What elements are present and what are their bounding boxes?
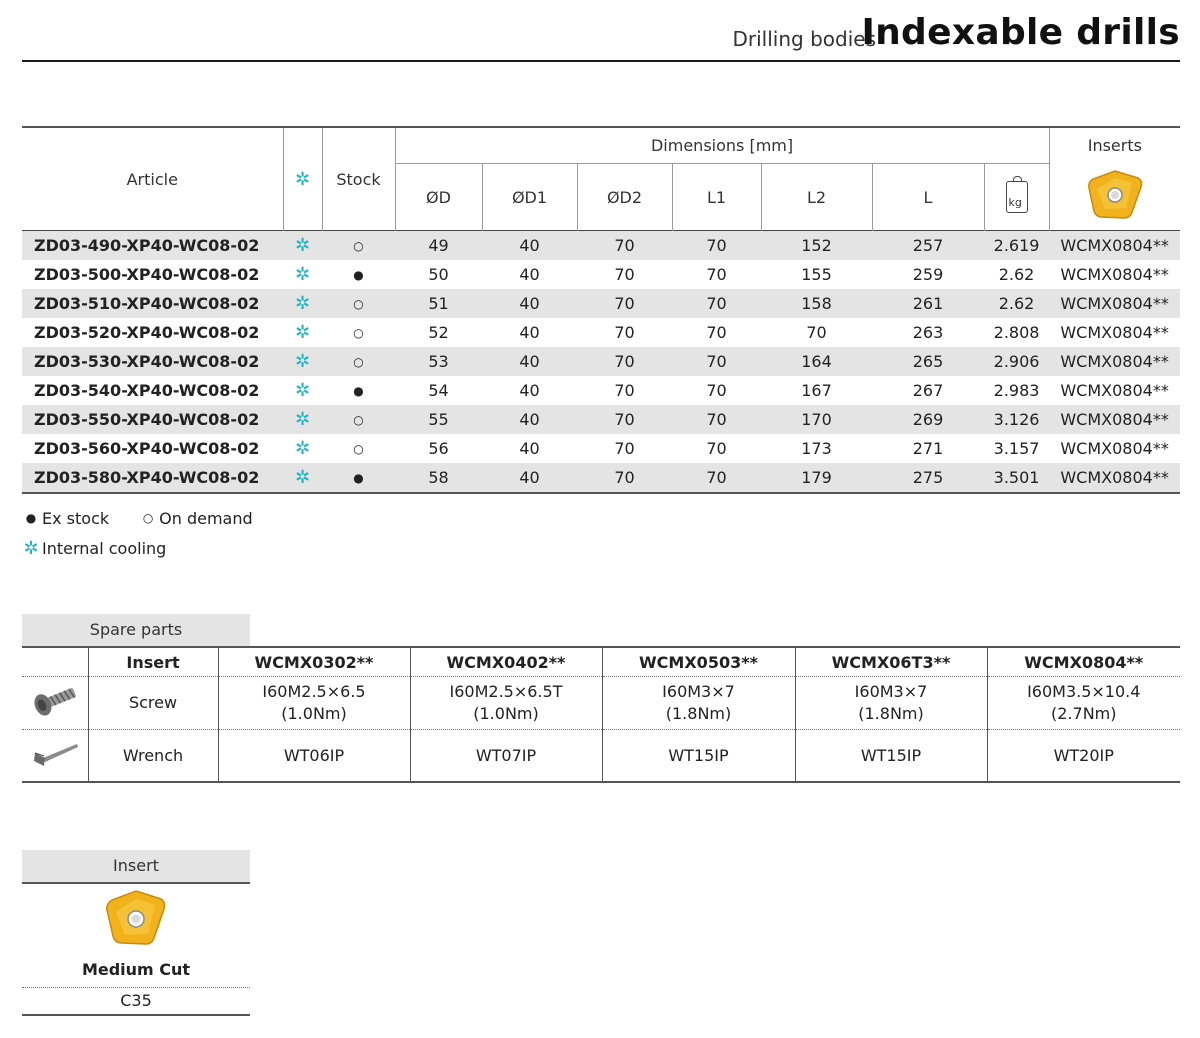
d-cell: 53 <box>395 347 482 376</box>
legend <box>22 503 253 563</box>
insert-cell: WCMX0804** <box>1049 463 1180 493</box>
kg-cell: 2.62 <box>984 289 1049 318</box>
cooling-cell <box>283 231 322 261</box>
insert-cell: WCMX0804** <box>1049 347 1180 376</box>
d2-cell: 70 <box>614 381 635 400</box>
spare-insert-4: WCMX0804** <box>987 647 1180 677</box>
page-subtitle: Drilling bodies <box>732 27 876 51</box>
article-cell: ZD03-560-XP40-WC08-02 <box>34 439 260 458</box>
header-cooling <box>283 127 322 231</box>
kg-cell: 3.157 <box>993 439 1040 458</box>
internal-cooling-icon: ✲ <box>294 351 311 372</box>
drill-bodies-table <box>22 126 1180 494</box>
l-cell: 265 <box>872 347 984 376</box>
ex-stock-icon: ● <box>25 511 37 525</box>
article-cell: ZD03-500-XP40-WC08-02 <box>34 265 260 284</box>
l2-cell: 179 <box>761 463 872 493</box>
wrench-4: WT20IP <box>987 730 1180 783</box>
l1-cell: 70 <box>706 439 727 458</box>
table-row <box>22 318 1180 347</box>
d1-cell: 40 <box>482 463 577 493</box>
table-row <box>22 376 1180 405</box>
d1-cell: 40 <box>482 289 577 318</box>
d1-cell: 40 <box>519 381 540 400</box>
header-d: ØD <box>395 164 482 231</box>
table-row <box>22 289 1180 318</box>
insert-icon <box>1086 168 1144 222</box>
insert-tab: Insert <box>22 850 250 884</box>
header-d1: ØD1 <box>482 164 577 231</box>
screw-spec-3: I60M3×7 (1.8Nm) <box>795 677 987 730</box>
cooling-cell <box>283 463 322 493</box>
internal-cooling-icon: ✲ <box>294 467 311 488</box>
l2-cell: 170 <box>761 405 872 434</box>
header-l1: L1 <box>672 164 761 231</box>
d2-cell: 70 <box>614 323 635 342</box>
legend-internal-cooling: Internal cooling <box>42 538 167 558</box>
l2-cell: 164 <box>761 347 872 376</box>
internal-cooling-icon: ✲ <box>294 409 311 430</box>
l2-cell: 152 <box>761 231 872 261</box>
stock-cell: ● <box>322 463 395 493</box>
spare-parts-table <box>22 646 1180 783</box>
d1-cell: 40 <box>482 347 577 376</box>
l1-cell: 70 <box>706 265 727 284</box>
table-row <box>22 347 1180 376</box>
screw-spec-2: I60M3×7 (1.8Nm) <box>602 677 795 730</box>
d2-cell: 70 <box>614 439 635 458</box>
kg-cell: 2.808 <box>993 323 1040 342</box>
internal-cooling-icon: ✲ <box>294 293 311 314</box>
spare-screw-label: Screw <box>88 677 218 730</box>
d1-cell: 40 <box>519 323 540 342</box>
d2-cell: 70 <box>577 347 672 376</box>
kg-cell: 2.62 <box>998 265 1035 284</box>
on-demand-icon: ○ <box>142 511 154 525</box>
table-row <box>22 434 1180 463</box>
header-d2: ØD2 <box>577 164 672 231</box>
internal-cooling-icon: ✲ <box>294 380 311 401</box>
l-cell: 275 <box>872 463 984 493</box>
l1-cell: 70 <box>706 381 727 400</box>
cooling-cell <box>283 434 322 463</box>
insert-cell: WCMX0804** <box>1060 265 1169 284</box>
stock-cell: ○ <box>322 405 395 434</box>
l-cell: 267 <box>912 381 944 400</box>
weight-icon: kg <box>1006 181 1028 213</box>
d1-cell: 40 <box>482 231 577 261</box>
cooling-cell <box>283 405 322 434</box>
article-cell: ZD03-510-XP40-WC08-02 <box>22 289 283 318</box>
l2-cell: 70 <box>806 323 827 342</box>
article-cell: ZD03-490-XP40-WC08-02 <box>22 231 283 261</box>
insert-cell: WCMX0804** <box>1049 405 1180 434</box>
insert-cell: WCMX0804** <box>1060 323 1169 342</box>
insert-name: Medium Cut <box>81 960 191 979</box>
cooling-cell <box>283 289 322 318</box>
l1-cell: 70 <box>672 289 761 318</box>
internal-cooling-icon: ✲ <box>294 438 311 459</box>
l-cell: 263 <box>912 323 944 342</box>
table-row <box>22 260 1180 289</box>
spare-insert-3: WCMX06T3** <box>795 647 987 677</box>
internal-cooling-icon: ✲ <box>294 264 311 285</box>
table-row <box>22 463 1180 493</box>
d1-cell: 40 <box>482 405 577 434</box>
internal-cooling-icon: ✲ <box>23 537 39 559</box>
cooling-cell <box>283 260 322 289</box>
wrench-2: WT15IP <box>602 730 795 783</box>
header-l2: L2 <box>761 164 872 231</box>
l1-cell: 70 <box>672 231 761 261</box>
l1-cell: 70 <box>706 323 727 342</box>
internal-cooling-icon: ✲ <box>294 168 311 190</box>
cooling-cell <box>283 376 322 405</box>
l-cell: 257 <box>872 231 984 261</box>
kg-cell: 3.126 <box>984 405 1049 434</box>
wrench-icon <box>29 739 81 769</box>
screw-spec-1: I60M2.5×6.5T (1.0Nm) <box>410 677 602 730</box>
header-l: L <box>872 164 984 231</box>
insert-icon <box>104 888 168 950</box>
spare-insert-0: WCMX0302** <box>218 647 410 677</box>
insert-cell: WCMX0804** <box>1060 439 1169 458</box>
spare-parts-tab: Spare parts <box>22 614 250 646</box>
header-dimensions: Dimensions [mm] <box>395 127 1049 164</box>
kg-cell: 2.619 <box>984 231 1049 261</box>
insert-cell: WCMX0804** <box>1060 381 1169 400</box>
kg-cell: 2.983 <box>993 381 1040 400</box>
l1-cell: 70 <box>672 463 761 493</box>
d-cell: 56 <box>428 439 449 458</box>
wrench-3: WT15IP <box>795 730 987 783</box>
stock-cell: ● <box>353 383 364 398</box>
d2-cell: 70 <box>577 405 672 434</box>
d-cell: 50 <box>428 265 449 284</box>
d-cell: 51 <box>395 289 482 318</box>
d2-cell: 70 <box>577 463 672 493</box>
l-cell: 259 <box>912 265 944 284</box>
insert-cell: WCMX0804** <box>1049 289 1180 318</box>
screw-icon-cell <box>22 677 88 730</box>
d-cell: 55 <box>395 405 482 434</box>
header-insert-image <box>1049 164 1180 231</box>
d2-cell: 70 <box>577 289 672 318</box>
stock-cell: ● <box>353 267 364 282</box>
screw-icon <box>30 680 80 720</box>
spare-icon-header <box>22 647 88 677</box>
article-cell: ZD03-540-XP40-WC08-02 <box>34 381 260 400</box>
internal-cooling-icon: ✲ <box>294 235 311 256</box>
article-cell: ZD03-550-XP40-WC08-02 <box>22 405 283 434</box>
spare-wrench-label: Wrench <box>88 730 218 783</box>
stock-cell: ○ <box>322 289 395 318</box>
kg-cell: 3.501 <box>984 463 1049 493</box>
l2-cell: 158 <box>761 289 872 318</box>
spare-insert-2: WCMX0503** <box>602 647 795 677</box>
wrench-0: WT06IP <box>218 730 410 783</box>
l2-cell: 173 <box>801 439 832 458</box>
table-row <box>22 405 1180 434</box>
d2-cell: 70 <box>577 231 672 261</box>
article-cell: ZD03-520-XP40-WC08-02 <box>34 323 260 342</box>
header-weight <box>984 164 1049 231</box>
page-header <box>22 0 1180 62</box>
l-cell: 269 <box>872 405 984 434</box>
stock-cell: ○ <box>322 347 395 376</box>
legend-ex-stock: Ex stock <box>42 508 110 528</box>
insert-cell: WCMX0804** <box>1049 231 1180 261</box>
insert-grade: C35 <box>22 987 250 1016</box>
spare-insert-label: Insert <box>88 647 218 677</box>
d2-cell: 70 <box>614 265 635 284</box>
table-row <box>22 231 1180 261</box>
cooling-cell <box>283 347 322 376</box>
legend-on-demand: On demand <box>159 508 253 528</box>
wrench-1: WT07IP <box>410 730 602 783</box>
screw-spec-0: I60M2.5×6.5 (1.0Nm) <box>218 677 410 730</box>
l-cell: 271 <box>912 439 944 458</box>
l2-cell: 155 <box>801 265 832 284</box>
l1-cell: 70 <box>672 405 761 434</box>
header-article: Article <box>126 169 178 189</box>
d-cell: 54 <box>428 381 449 400</box>
internal-cooling-icon: ✲ <box>294 322 311 343</box>
stock-cell: ○ <box>353 325 364 340</box>
stock-cell: ○ <box>322 231 395 261</box>
d1-cell: 40 <box>519 439 540 458</box>
kg-cell: 2.906 <box>984 347 1049 376</box>
header-stock: Stock <box>322 127 395 231</box>
d1-cell: 40 <box>519 265 540 284</box>
page-title: Indexable drills <box>861 12 1180 53</box>
d-cell: 49 <box>395 231 482 261</box>
screw-spec-4: I60M3.5×10.4 (2.7Nm) <box>987 677 1180 730</box>
cooling-cell <box>283 318 322 347</box>
stock-cell: ○ <box>353 441 364 456</box>
l1-cell: 70 <box>672 347 761 376</box>
d-cell: 58 <box>395 463 482 493</box>
spare-insert-1: WCMX0402** <box>410 647 602 677</box>
header-inserts: Inserts <box>1049 127 1180 164</box>
l2-cell: 167 <box>801 381 832 400</box>
l-cell: 261 <box>872 289 984 318</box>
article-cell: ZD03-580-XP40-WC08-02 <box>22 463 283 493</box>
d-cell: 52 <box>428 323 449 342</box>
wrench-icon-cell <box>22 730 88 783</box>
article-cell: ZD03-530-XP40-WC08-02 <box>22 347 283 376</box>
